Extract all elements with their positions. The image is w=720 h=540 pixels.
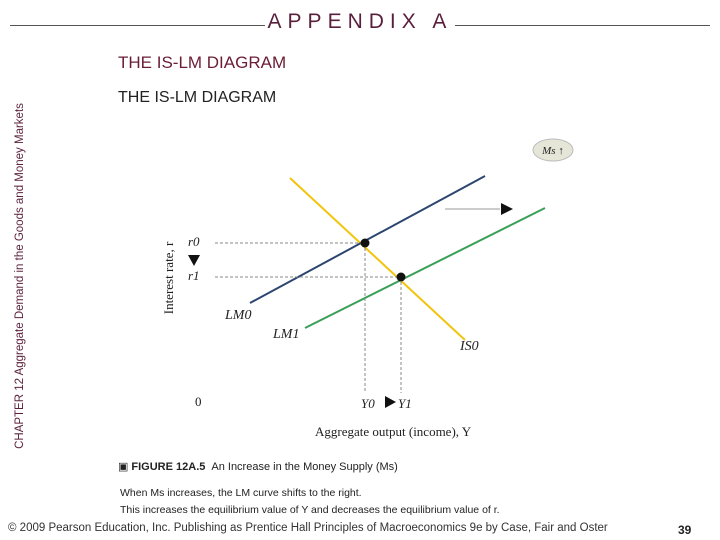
figure-number: FIGURE 12A.5: [131, 461, 206, 473]
is0-label: IS0: [460, 339, 479, 354]
r-down-arrow-icon: [188, 255, 200, 266]
y-right-arrow-icon: [385, 396, 396, 408]
origin-label: 0: [195, 394, 202, 409]
lm1-label: LM1: [273, 327, 300, 342]
sub-title: THE IS-LM DIAGRAM: [118, 89, 277, 106]
figure-caption-text: An Increase in the Money Supply (Ms): [211, 461, 398, 473]
r1-label: r1: [188, 268, 200, 283]
footer-copyright: © 2009 Pearson Education, Inc. Publishing as Prentice Hall Principles of Macroeconomics 9e by Case, Fair and Oster: [8, 522, 608, 534]
r0-label: r0: [188, 234, 200, 249]
header-rule-right: [455, 25, 710, 26]
x-axis-label: Aggregate output (income), Y: [315, 424, 472, 439]
description: [120, 485, 500, 519]
header-rule-left: [10, 25, 265, 26]
header-title: APPENDIX A: [267, 10, 453, 33]
figure-caption: [118, 460, 398, 473]
y0-label: Y0: [361, 396, 375, 411]
is-lm-diagram: [155, 118, 585, 448]
is-curve: [290, 178, 465, 340]
arrow-head-icon: [501, 203, 513, 215]
lm0-label: LM0: [225, 308, 252, 323]
chapter-side-label: CHAPTER 12 Aggregate Demand in the Goods and Money Markets: [14, 103, 26, 449]
badge-text: Ms ↑: [542, 145, 564, 157]
equilibrium-point-initial: [361, 239, 370, 248]
description-line-1: When Ms increases, the LM curve shifts to the right.: [120, 487, 362, 499]
money-supply-badge: [533, 139, 573, 161]
y-axis-label: Interest rate, r: [161, 241, 176, 315]
shift-arrow: [445, 203, 513, 215]
figure-icon: ▣: [118, 461, 129, 473]
slide-title: THE IS-LM DIAGRAM: [118, 53, 287, 72]
page-number: 39: [678, 523, 692, 537]
description-line-2: This increases the equilibrium value of Y and decreases the equilibrium value of r.: [120, 504, 500, 516]
equilibrium-point-new: [397, 273, 406, 282]
y1-label: Y1: [398, 396, 412, 411]
